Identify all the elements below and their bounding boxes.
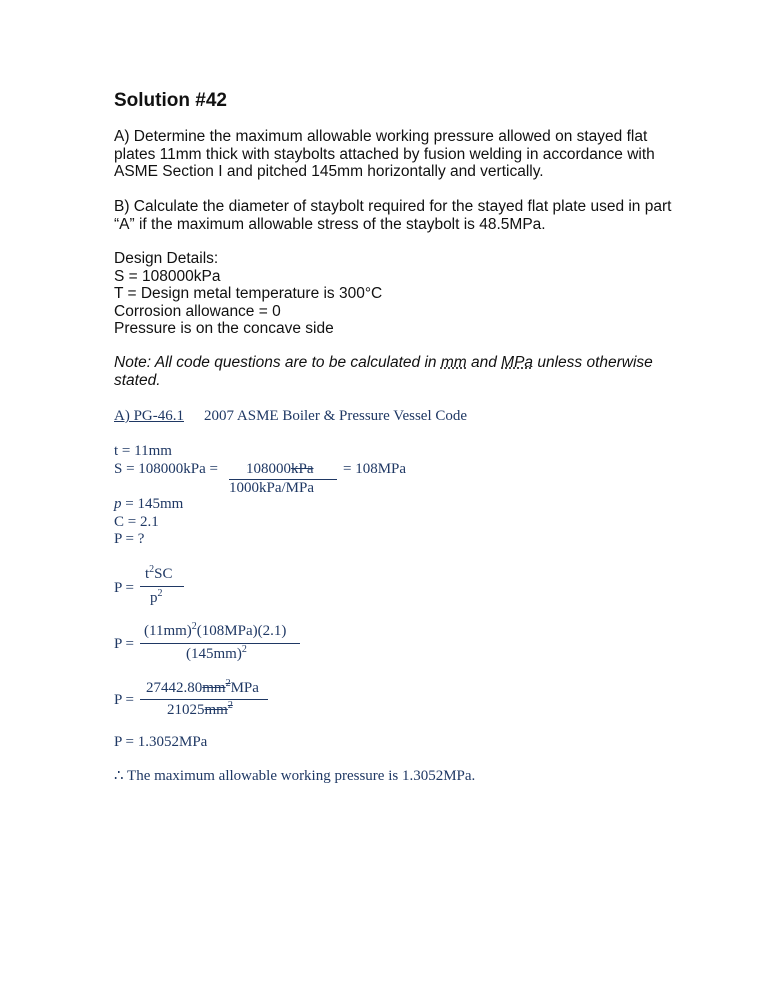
given-s-numerator: 108000kPa <box>246 461 314 477</box>
formula-denominator: $p^2$ <box>150 588 163 606</box>
unit-mpa: MPa <box>501 354 534 371</box>
given-t: t = 11mm <box>114 443 172 459</box>
step2-numerator: $(11mm)^2(108MPa)(2.1)$ <box>144 621 287 639</box>
given-s-denominator: 1000kPa/MPa <box>229 480 315 496</box>
note-line-2: stated. <box>114 371 161 389</box>
section-ref: A) PG-46.1 <box>114 408 184 424</box>
page-title: Solution #42 <box>114 90 227 111</box>
formula-lhs: P = <box>114 580 134 596</box>
design-line-corrosion: Corrosion allowance = 0 <box>114 302 281 320</box>
given-c: C = 2.1 <box>114 514 159 530</box>
step3-fraction-line <box>140 699 268 700</box>
result: P = 1.3052MPa <box>114 734 208 750</box>
question-a: A) Determine the maximum allowable working pressure allowed on stayed flat plates 11mm thick with staybolts attached by fusion welding in accordance with ASME Section I and pitched 145mm horizontally and vertically. <box>114 128 655 180</box>
step3-numerator: $27442.80mm^2MPa$ <box>146 678 259 696</box>
note: Note: All code questions are to be calculated in mm and MPa unless otherwise stated. <box>114 354 653 389</box>
question-b: B) Calculate the diameter of staybolt required for the stayed flat plate used in part “A” if the maximum allowable stress of the staybolt is 48.5MPa. <box>114 198 672 233</box>
conclusion: ∴ The maximum allowable working pressure is 1.3052MPa. <box>114 768 476 784</box>
step2-fraction-line <box>140 643 300 644</box>
design-details-block <box>114 250 382 338</box>
given-s-lhs: S = 108000kPa = <box>114 461 219 477</box>
formula-fraction-line <box>140 586 184 587</box>
step2-denominator: $(145mm)^2$ <box>186 644 247 662</box>
given-P: P = ? <box>114 531 145 547</box>
design-line-t: T = Design metal temperature is 300°C <box>114 285 383 302</box>
design-line-pressure: Pressure is on the concave side <box>114 320 334 337</box>
section-code: 2007 ASME Boiler & Pressure Vessel Code <box>204 408 468 424</box>
therefore-symbol: ∴ <box>114 768 124 784</box>
given-p: p = 145mm <box>114 496 184 512</box>
step3-lhs: P = <box>114 692 134 708</box>
formula-numerator: $t^2SC$ <box>145 564 173 582</box>
design-heading: Design Details: <box>114 250 219 267</box>
design-line-s: S = 108000kPa <box>114 267 221 285</box>
step3-denominator: $21025mm^2$ <box>167 700 233 718</box>
unit-mm: mm <box>440 354 467 371</box>
given-s-rhs: = 108MPa <box>343 461 407 477</box>
step2-lhs: P = <box>114 636 134 652</box>
